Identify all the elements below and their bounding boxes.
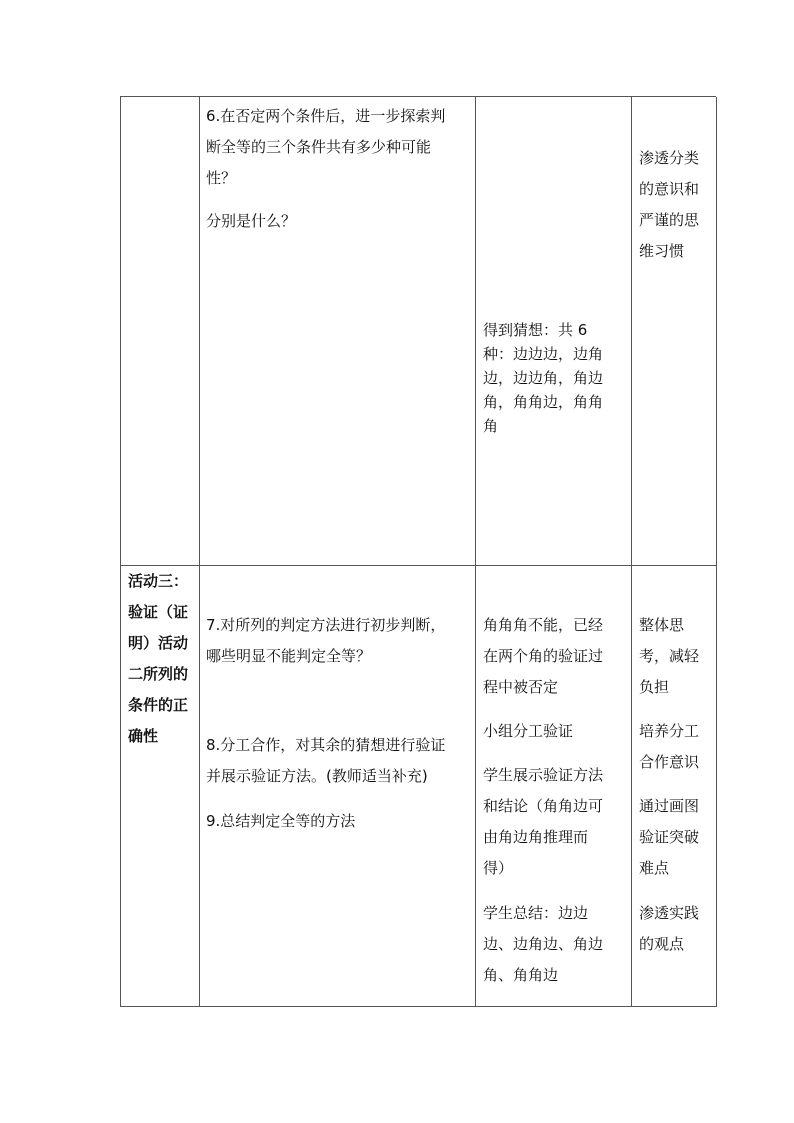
intent-3-line-3: 难点 [639, 859, 670, 877]
intent-line-2: 的意识和 [639, 180, 700, 198]
intent-line-3: 严谨的思 [639, 211, 700, 229]
student-response-1-line-1: 角角角不能，已经 [483, 616, 604, 634]
intent-1-line-1: 整体思 [639, 616, 685, 634]
intent-4-line-1: 渗透实践 [639, 904, 700, 922]
activity-cell [121, 566, 200, 1007]
student-response-4-line-2: 边、边角边、角边 [483, 935, 604, 953]
intent-2-line-1: 培养分工 [639, 722, 700, 740]
intent-3-line-2: 验证突破 [639, 828, 700, 846]
design-intent-cell [632, 566, 717, 1007]
student-response-1-line-3: 程中被否定 [483, 678, 559, 696]
activity-title-line-5: 条件的正 [128, 696, 189, 714]
student-response-4-line-1: 学生总结：边边 [483, 904, 589, 922]
question-7-line-2: 哪些明显不能判定全等？ [206, 647, 372, 665]
intent-1-line-2: 考，减轻 [639, 647, 700, 665]
intent-line-1: 渗透分类 [639, 149, 700, 167]
student-guess-line-5: 角 [483, 417, 499, 435]
student-response-2: 小组分工验证 [483, 722, 574, 740]
student-guess-line-1: 得到猜想：共 6 [483, 321, 588, 339]
student-response-3-line-4: 得） [483, 859, 514, 877]
question-8-line-2: 并展示验证方法。(教师适当补充) [206, 767, 428, 785]
activity-title-line-4: 二所列的 [128, 665, 189, 683]
question-6-line-1: 6.在否定两个条件后，进一步探索判 [206, 107, 446, 125]
student-response-1-line-2: 在两个角的验证过 [483, 647, 604, 665]
question-6-line-2: 断全等的三个条件共有多少种可能 [206, 138, 432, 156]
question-6-subquestion: 分别是什么？ [206, 212, 297, 230]
table-row [121, 566, 716, 1007]
student-response-3-line-1: 学生展示验证方法 [483, 766, 604, 784]
student-guess-line-3: 边，边边角，角边 [483, 369, 604, 387]
student-activity-cell [476, 97, 632, 566]
student-response-3-line-2: 和结论（角角边可 [483, 797, 604, 815]
lesson-plan-table [120, 96, 716, 1007]
question-9: 9.总结判定全等的方法 [206, 812, 356, 830]
student-guess-line-4: 角，角角边，角角 [483, 393, 604, 411]
activity-title-line-1: 活动三： [128, 572, 189, 590]
student-response-3-line-3: 由角边角推理而 [483, 828, 589, 846]
question-6-line-3: 性？ [206, 169, 237, 187]
student-response-4-line-3: 角、角角边 [483, 966, 559, 984]
teacher-activity-cell [200, 566, 476, 1007]
design-intent-cell [632, 97, 717, 566]
question-8-line-1: 8.分工合作，对其余的猜想进行验证 [206, 736, 446, 754]
intent-2-line-2: 合作意识 [639, 753, 700, 771]
intent-3-line-1: 通过画图 [639, 797, 700, 815]
intent-4-line-2: 的观点 [639, 935, 685, 953]
student-guess-line-2: 种：边边边，边角 [483, 345, 604, 363]
student-activity-cell [476, 566, 632, 1007]
activity-cell [121, 97, 200, 566]
table-row [121, 97, 716, 566]
teacher-activity-cell [200, 97, 476, 566]
intent-line-4: 维习惯 [639, 242, 685, 260]
activity-title-line-6: 确性 [128, 727, 159, 745]
question-7-line-1: 7.对所列的判定方法进行初步判断， [206, 616, 446, 634]
intent-1-line-3: 负担 [639, 678, 670, 696]
activity-title-line-3: 明）活动 [128, 634, 189, 652]
activity-title-line-2: 验证（证 [128, 603, 189, 621]
